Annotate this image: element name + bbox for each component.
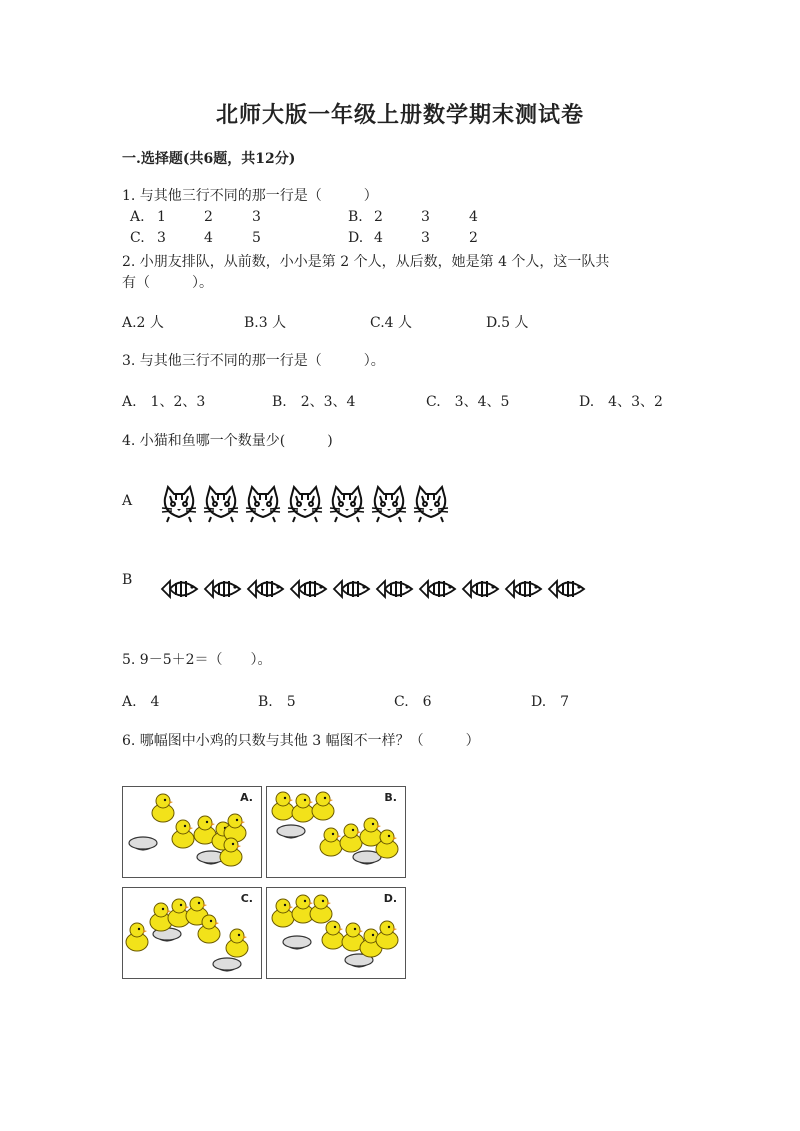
cat-icon <box>412 484 450 528</box>
chick-panel-d <box>266 887 406 979</box>
fish-icon <box>246 576 286 606</box>
chick-icon <box>172 820 194 848</box>
q1-option-b-num: 3 <box>421 209 430 225</box>
q1-option-b-num: 2 <box>374 209 383 225</box>
q3-option-b: B. 2、3、4 <box>272 394 356 410</box>
page-title: 北师大版一年级上册数学期末测试卷 <box>215 102 584 128</box>
q1-option-a-label: A. <box>130 209 145 225</box>
cat-icon <box>160 484 198 528</box>
q5-option-b: B. 5 <box>258 694 296 710</box>
chick-icon <box>126 923 148 951</box>
q2-option-b: B.3 人 <box>244 315 287 331</box>
q1-option-d-num: 3 <box>421 230 430 246</box>
chick-icon <box>312 792 334 820</box>
q1-option-a-num: 1 <box>157 209 166 225</box>
q5-option-c: C. 6 <box>394 694 432 710</box>
fish-icon <box>461 576 501 606</box>
fish-icon <box>547 576 587 606</box>
cat-icon <box>202 484 240 528</box>
bowl-icon <box>213 958 241 971</box>
chick-icon <box>292 895 314 923</box>
chick-icon <box>310 895 332 923</box>
cat-icon <box>244 484 282 528</box>
q3-option-d: D. 4、3、2 <box>579 394 663 410</box>
bowl-icon <box>129 837 157 850</box>
chick-icon <box>272 899 294 927</box>
panel-label: B. <box>384 791 397 804</box>
q4-label-a: A <box>122 493 133 509</box>
chick-panel-c <box>122 887 262 979</box>
chick-icon <box>340 824 362 852</box>
q1-option-c-label: C. <box>130 230 145 246</box>
chick-icon <box>152 794 174 822</box>
q3-option-a: A. 1、2、3 <box>122 394 206 410</box>
q5-option-d: D. 7 <box>531 694 570 710</box>
q1-option-a-num: 2 <box>204 209 213 225</box>
q1-option-b-label: B. <box>348 209 363 225</box>
question-6: 6. 哪幅图中小鸡的只数与其他 3 幅图不一样？（ ） <box>122 733 480 749</box>
question-2-line2: 有（ ）。 <box>122 275 213 291</box>
q5-option-a: A. 4 <box>122 694 160 710</box>
chick-icon <box>376 921 398 949</box>
q1-option-d-label: D. <box>348 230 364 246</box>
question-1: 1. 与其他三行不同的那一行是（ ） <box>122 188 378 204</box>
q2-option-c: C.4 人 <box>370 315 413 331</box>
q1-option-c-num: 5 <box>252 230 261 246</box>
bowl-icon <box>277 825 305 838</box>
question-5: 5. 9－5＋2＝（ ）。 <box>122 652 272 668</box>
cat-icon <box>286 484 324 528</box>
fish-icon <box>375 576 415 606</box>
cat-icon <box>328 484 366 528</box>
chick-icon <box>272 792 294 820</box>
panel-label: A. <box>240 791 253 804</box>
q2-option-d: D.5 人 <box>486 315 529 331</box>
fish-icon <box>203 576 243 606</box>
fish-icon <box>504 576 544 606</box>
cat-icon <box>370 484 408 528</box>
chick-icon <box>322 921 344 949</box>
panel-label: C. <box>240 892 253 905</box>
question-4: 4. 小猫和鱼哪一个数量少( ) <box>122 433 333 449</box>
chick-panel-b <box>266 786 406 878</box>
chick-icon <box>224 814 246 842</box>
q1-option-d-num: 2 <box>469 230 478 246</box>
chick-icon <box>360 818 382 846</box>
panel-label: D. <box>383 892 397 905</box>
chick-icon <box>226 929 248 957</box>
bowl-icon <box>283 936 311 949</box>
fish-icon <box>160 576 200 606</box>
fish-icon <box>418 576 458 606</box>
q1-option-c-num: 4 <box>204 230 213 246</box>
chick-panel-a <box>122 786 262 878</box>
q1-option-a-num: 3 <box>252 209 261 225</box>
q3-option-c: C. 3、4、5 <box>426 394 510 410</box>
fish-icon <box>289 576 329 606</box>
q1-option-d-num: 4 <box>374 230 383 246</box>
q1-option-c-num: 3 <box>157 230 166 246</box>
question-3: 3. 与其他三行不同的那一行是（ ）。 <box>122 353 385 369</box>
cat-row <box>160 484 450 528</box>
q1-option-b-num: 4 <box>469 209 478 225</box>
fish-row <box>160 576 587 606</box>
q2-option-a: A.2 人 <box>122 315 164 331</box>
fish-icon <box>332 576 372 606</box>
chick-icon <box>292 794 314 822</box>
q4-label-b: B <box>122 572 133 588</box>
question-2-line1: 2. 小朋友排队，从前数，小小是第 2 个人，从后数，她是第 4 个人，这一队共 <box>122 254 610 270</box>
chick-icon <box>320 828 342 856</box>
section-heading: 一.选择题(共6题，共12分) <box>122 151 296 167</box>
